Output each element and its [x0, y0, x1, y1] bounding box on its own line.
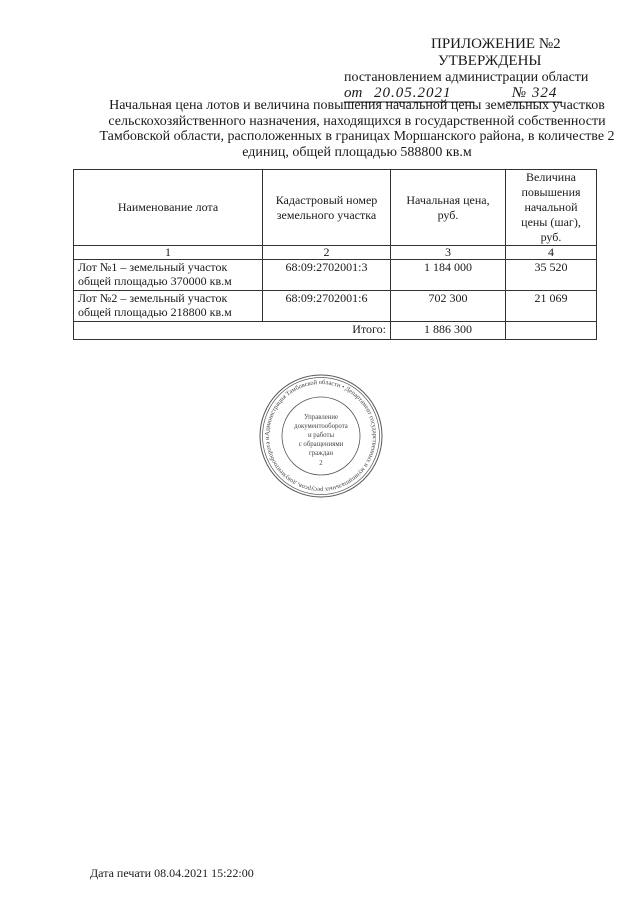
stamp-inner-line: 2	[319, 460, 323, 467]
column-number: 4	[506, 246, 597, 260]
column-header-cadastral: Кадастровый номер земельного участка	[263, 170, 391, 246]
cadastral-number: 68:09:2702001:3	[263, 260, 391, 291]
stamp-inner-line: граждан	[308, 450, 334, 457]
column-header-price: Начальная цена, руб.	[391, 170, 506, 246]
lots-table	[73, 169, 597, 340]
total-price: 1 886 300	[391, 322, 506, 340]
column-header-step: Величина повышения начальной цены (шаг), руб.	[506, 170, 597, 246]
handwritten-prefix: от	[344, 85, 363, 101]
cadastral-number: 68:09:2702001:6	[263, 291, 391, 322]
stamp-inner-line: документооборота	[294, 423, 348, 430]
table-row	[74, 291, 597, 322]
price-step: 35 520	[506, 260, 597, 291]
official-stamp	[258, 373, 384, 499]
document-title: Начальная цена лотов и величина повышения начальной цены земельных участков сельскохозяйственного назначения, находящихся в государственной собственности Тамбовской области, расположенных в границах Моршанского района, в количестве 2 единиц, общей площадью 588800 кв.м	[99, 98, 615, 160]
total-row	[74, 322, 597, 340]
stamp-outer-text: Администрация Тамбовской области • Департамент государственных и муниципальных ресурсов, документооборота и	[263, 378, 379, 494]
total-label: Итого:	[74, 322, 391, 340]
stamp-graphic	[258, 373, 384, 499]
stamp-inner-line: и работы	[307, 432, 335, 439]
lot-name: Лот №1 – земельный участок общей площадью 370000 кв.м	[74, 260, 263, 291]
start-price: 1 184 000	[391, 260, 506, 291]
price-step: 21 069	[506, 291, 597, 322]
column-header-lot: Наименование лота	[74, 170, 263, 246]
print-date: Дата печати 08.04.2021 15:22:00	[90, 866, 254, 880]
column-number-row	[74, 246, 597, 260]
handwritten-date: 20.05.2021	[374, 85, 452, 101]
column-number: 1	[74, 246, 263, 260]
stamp-inner-line: Управление	[303, 414, 339, 421]
column-number: 3	[391, 246, 506, 260]
decree-line: постановлением администрации области	[344, 70, 589, 85]
handwritten-number: № 324	[512, 85, 558, 101]
total-step-empty	[506, 322, 597, 340]
column-number: 2	[263, 246, 391, 260]
start-price: 702 300	[391, 291, 506, 322]
table-row	[74, 260, 597, 291]
appendix-heading: ПРИЛОЖЕНИЕ №2	[431, 36, 561, 52]
approved-heading: УТВЕРЖДЕНЫ	[438, 53, 542, 69]
lot-name: Лот №2 – земельный участок общей площадью 218800 кв.м	[74, 291, 263, 322]
stamp-inner-line: с обращениями	[298, 441, 344, 448]
table-header-row	[74, 170, 597, 246]
